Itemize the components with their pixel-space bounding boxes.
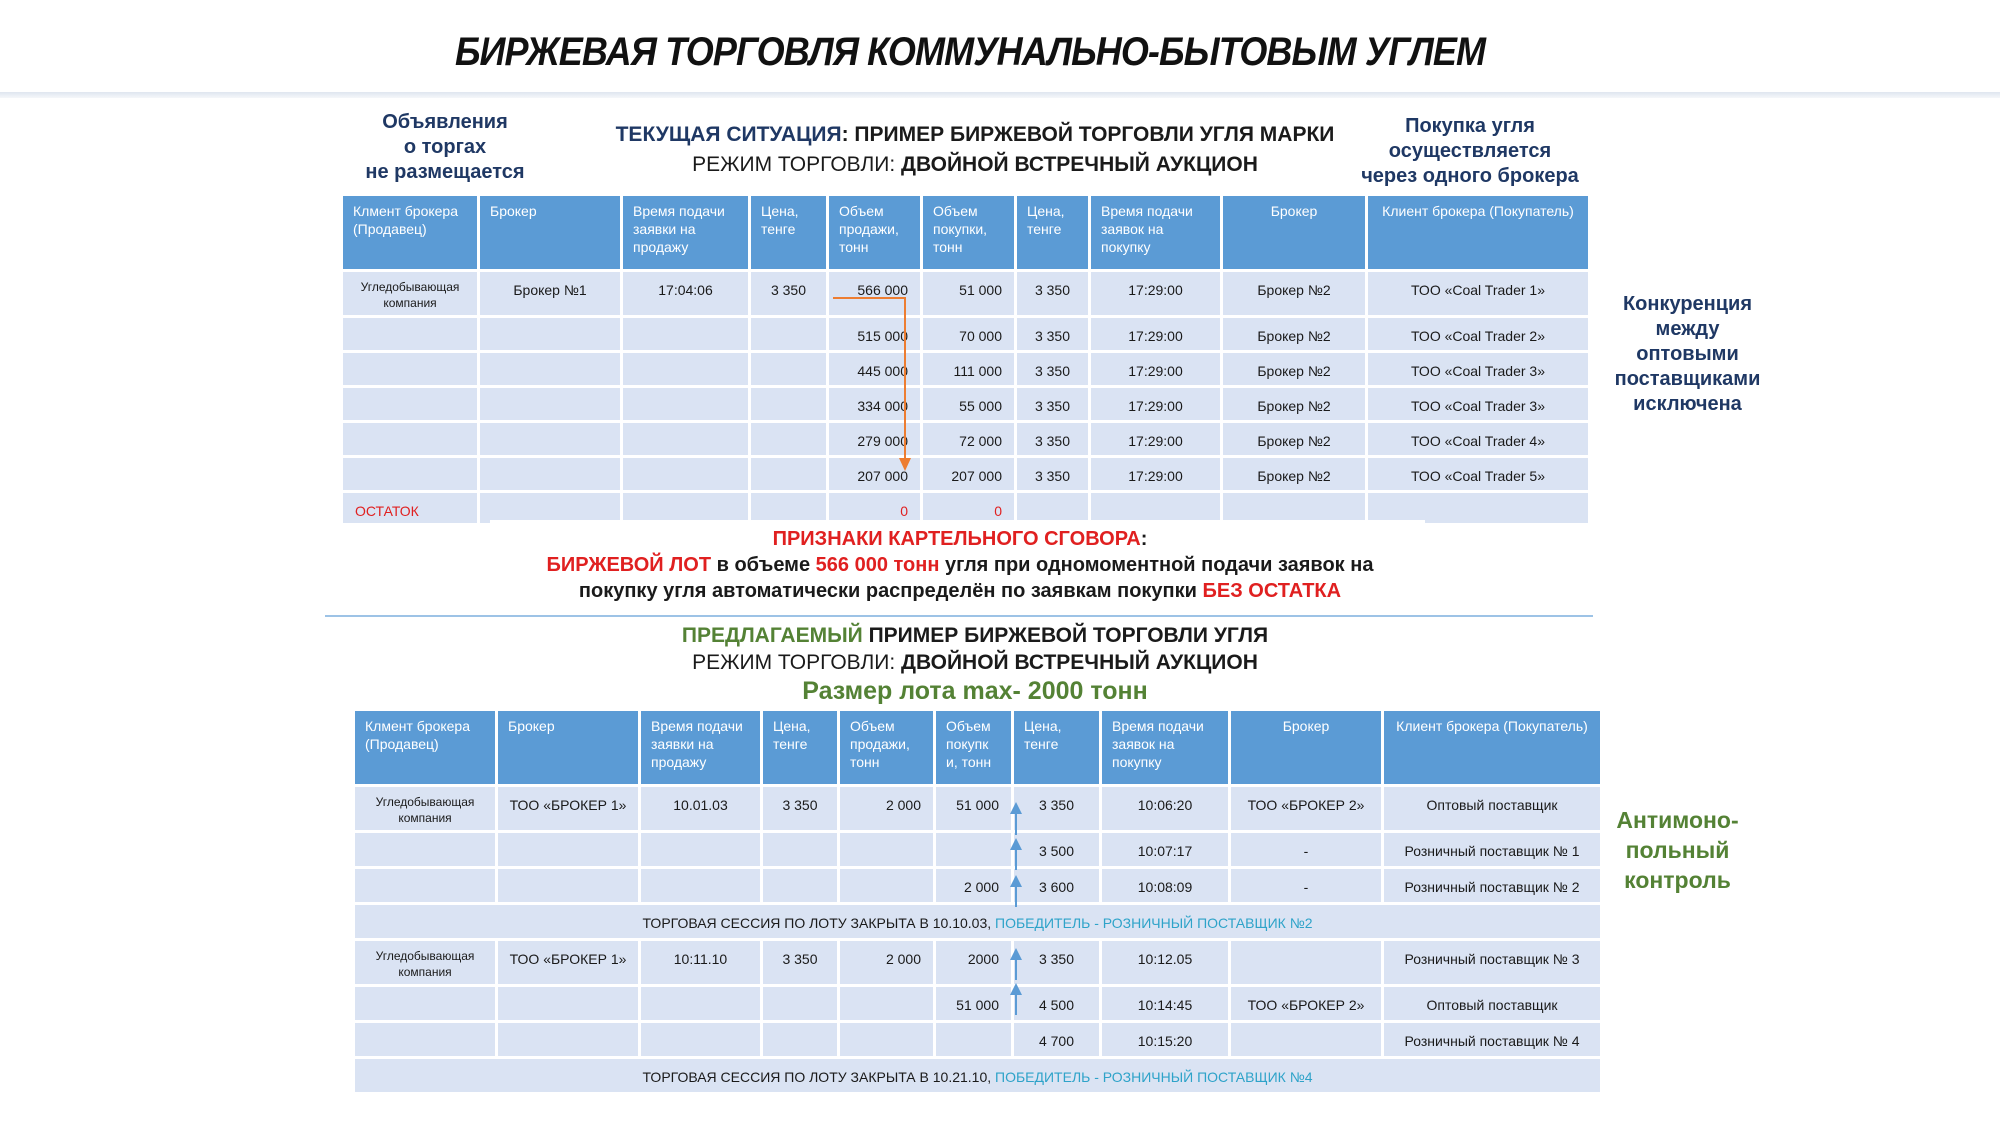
proposed-trading-table: [352, 708, 1603, 1095]
table-cell: 3 350: [1016, 271, 1090, 317]
table-cell: 4 500: [1013, 986, 1101, 1022]
table-cell: Угледобывающая компания: [354, 786, 497, 832]
cartel-signs: ПРИЗНАКИ КАРТЕЛЬНОГО СГОВОРА: БИРЖЕВОЙ ЛОТ в объеме 566 000 тонн угля при одномоментной подачи заявок на покупку угля автоматически распределён по заявкам покупки БЕЗ ОСТАТКА: [546, 528, 1374, 602]
table-cell: 17:29:00: [1090, 457, 1222, 492]
table-cell: [839, 868, 935, 904]
table-row: [354, 940, 1602, 986]
table-cell: 10:08:09: [1101, 868, 1230, 904]
note-competition-excluded: Конкуренция между оптовыми поставщиками исключена: [1614, 293, 1761, 415]
table-cell: ТОО «Coal Trader 4»: [1367, 422, 1590, 457]
header-cell: Время подачи заявки на продажу: [622, 195, 750, 271]
table-cell: [497, 832, 640, 868]
table-cell: [1230, 1022, 1383, 1058]
table-cell: [497, 1022, 640, 1058]
table-cell: 70 000: [922, 317, 1016, 352]
table-cell: [762, 832, 839, 868]
header-cell: Цена, тенге: [1016, 195, 1090, 271]
header-cell: Объем продажи, тонн: [839, 710, 935, 786]
table-cell: 2 000: [935, 868, 1013, 904]
table-cell: ТОО «БРОКЕР 2»: [1230, 986, 1383, 1022]
table-cell: -: [1230, 868, 1383, 904]
table-cell: [839, 1022, 935, 1058]
table-cell: 17:29:00: [1090, 317, 1222, 352]
table-cell: 111 000: [922, 352, 1016, 387]
table-cell: [342, 422, 479, 457]
table-cell: [622, 317, 750, 352]
table-cell: 566 000: [828, 271, 922, 317]
table-cell: 279 000: [828, 422, 922, 457]
table-cell: 4 700: [1013, 1022, 1101, 1058]
table-cell: [1230, 940, 1383, 986]
table-cell: 334 000: [828, 387, 922, 422]
table-row: [354, 786, 1602, 832]
header-cell: Брокер: [479, 195, 622, 271]
table-cell: 3 350: [1016, 317, 1090, 352]
table-cell: [750, 387, 828, 422]
table-cell: ТОО «БРОКЕР 1»: [497, 940, 640, 986]
header-cell: Брокер: [1222, 195, 1367, 271]
header-cell: Цена, тенге: [762, 710, 839, 786]
title-underline: [0, 92, 2000, 98]
table-cell: 2 000: [839, 940, 935, 986]
table-cell: 207 000: [828, 457, 922, 492]
table-cell: 17:29:00: [1090, 422, 1222, 457]
table-cell: ТОО «Coal Trader 1»: [1367, 271, 1590, 317]
table-cell: ТОО «Coal Trader 5»: [1367, 457, 1590, 492]
header-cell: Клиент брокера (Покупатель): [1367, 195, 1590, 271]
current-trading-table: [340, 193, 1591, 526]
table-cell: Брокер №1: [479, 271, 622, 317]
table-cell: [762, 1022, 839, 1058]
table-cell: Розничный поставщик № 1: [1383, 832, 1602, 868]
table-cell: 10:06:20: [1101, 786, 1230, 832]
section-divider: [325, 615, 1593, 617]
price-step-arrows: [1005, 800, 1027, 1080]
remainder-label: ОСТАТОК: [342, 492, 479, 525]
table-cell: 10:15:20: [1101, 1022, 1230, 1058]
table-header-row: [342, 195, 1590, 271]
table-cell: [622, 457, 750, 492]
header-cell: Объем покупк и, тонн: [935, 710, 1013, 786]
winner-label: ПОБЕДИТЕЛЬ - РОЗНИЧНЫЙ ПОСТАВЩИК №4: [995, 1069, 1313, 1085]
table-cell: Брокер №2: [1222, 352, 1367, 387]
table-cell: 55 000: [922, 387, 1016, 422]
table-cell: ТОО «Coal Trader 2»: [1367, 317, 1590, 352]
table-cell: 2000: [935, 940, 1013, 986]
allocation-arrow: [825, 290, 925, 480]
table-cell: [354, 986, 497, 1022]
table-row: [354, 986, 1602, 1022]
table-cell: [839, 986, 935, 1022]
up-arrow-icon: [1010, 983, 1022, 1015]
table-cell: [479, 422, 622, 457]
table-cell: 17:04:06: [622, 271, 750, 317]
lot-size: Размер лота max- 2000 тонн: [802, 677, 1148, 705]
table-cell: ТОО «Coal Trader 3»: [1367, 352, 1590, 387]
table-cell: [342, 317, 479, 352]
table-cell: 3 350: [1013, 940, 1101, 986]
table-cell: 3 350: [750, 271, 828, 317]
table-cell: ТОО «БРОКЕР 1»: [497, 786, 640, 832]
winner-label: ПОБЕДИТЕЛЬ - РОЗНИЧНЫЙ ПОСТАВЩИК №2: [995, 915, 1313, 931]
table-cell: 3 600: [1013, 868, 1101, 904]
header-cell: Время подачи заявок на покупку: [1090, 195, 1222, 271]
header-cell: Клиент брокера (Покупатель): [1383, 710, 1602, 786]
table-cell: Брокер №2: [1222, 457, 1367, 492]
table-cell: [342, 352, 479, 387]
proposed-heading: ПРЕДЛАГАЕМЫЙ ПРИМЕР БИРЖЕВОЙ ТОРГОВЛИ УГЛЯ РЕЖИМ ТОРГОВЛИ: ДВОЙНОЙ ВСТРЕЧНЫЙ АУКЦИОН Размер лота max- 2000 тонн: [681, 624, 1269, 705]
table-cell: 17:29:00: [1090, 352, 1222, 387]
table-cell: 2 000: [839, 786, 935, 832]
table-cell: [354, 832, 497, 868]
table-cell: 17:29:00: [1090, 271, 1222, 317]
header-cell: Брокер: [1230, 710, 1383, 786]
table-cell: Угледобывающая компания: [342, 271, 479, 317]
table-cell: [839, 832, 935, 868]
up-arrow-icon: [1010, 838, 1022, 870]
table-cell: 3 350: [762, 786, 839, 832]
header-cell: Время подачи заявки на продажу: [640, 710, 762, 786]
table-cell: Розничный поставщик № 2: [1383, 868, 1602, 904]
table-cell: ТОО «Coal Trader 3»: [1367, 387, 1590, 422]
table-cell: 3 500: [1013, 832, 1101, 868]
header-cell: Объем покупки, тонн: [922, 195, 1016, 271]
table-cell: -: [1230, 832, 1383, 868]
header-cell: Клмент брокера (Продавец): [342, 195, 479, 271]
table-cell: 515 000: [828, 317, 922, 352]
table-cell: [750, 422, 828, 457]
note-no-announcement: Объявления о торгах не размещается: [365, 111, 525, 183]
table-row: [354, 832, 1602, 868]
up-arrow-icon: [1010, 802, 1022, 835]
table-row: [354, 1022, 1602, 1058]
table-cell: [479, 387, 622, 422]
table-cell: 445 000: [828, 352, 922, 387]
table-row: [354, 868, 1602, 904]
table-cell: [497, 986, 640, 1022]
note-antimonopoly-control: Антимоно- польный контроль: [1616, 807, 1739, 893]
table-cell: Брокер №2: [1222, 271, 1367, 317]
table-cell: [640, 868, 762, 904]
table-row: [342, 422, 1590, 457]
table-cell: Розничный поставщик № 4: [1383, 1022, 1602, 1058]
table-row: [342, 457, 1590, 492]
table-cell: 3 350: [1013, 786, 1101, 832]
table-cell: [354, 1022, 497, 1058]
table-cell: [622, 352, 750, 387]
table-cell: 3 350: [1016, 457, 1090, 492]
page-title: БИРЖЕВАЯ ТОРГОВЛЯ КОММУНАЛЬНО-БЫТОВЫМ УГЛЕМ: [454, 30, 1486, 74]
table-cell: [640, 832, 762, 868]
table-cell: [622, 422, 750, 457]
table-row: [342, 352, 1590, 387]
table-cell: Оптовый поставщик: [1383, 986, 1602, 1022]
table-cell: Розничный поставщик № 3: [1383, 940, 1602, 986]
session-result-row: ТОРГОВАЯ СЕССИЯ ПО ЛОТУ ЗАКРЫТА В 10.10.03, ПОБЕДИТЕЛЬ - РОЗНИЧНЫЙ ПОСТАВЩИК №2: [354, 904, 1602, 940]
table-cell: 3 350: [1016, 422, 1090, 457]
session-result-row: ТОРГОВАЯ СЕССИЯ ПО ЛОТУ ЗАКРЫТА В 10.21.10, ПОБЕДИТЕЛЬ - РОЗНИЧНЫЙ ПОСТАВЩИК №4: [354, 1058, 1602, 1094]
table-cell: 10:14:45: [1101, 986, 1230, 1022]
table-row: [342, 387, 1590, 422]
table-cell: 3 350: [762, 940, 839, 986]
table-cell: [640, 1022, 762, 1058]
header-cell: Цена, тенге: [1013, 710, 1101, 786]
table-cell: ТОО «БРОКЕР 2»: [1230, 786, 1383, 832]
table-cell: 207 000: [922, 457, 1016, 492]
header-cell: Клмент брокера (Продавец): [354, 710, 497, 786]
current-heading: ТЕКУЩАЯ СИТУАЦИЯ: ПРИМЕР БИРЖЕВОЙ ТОРГОВЛИ УГЛЯ МАРКИ РЕЖИМ ТОРГОВЛИ: ДВОЙНОЙ ВСТРЕЧНЫЙ АУКЦИОН: [615, 123, 1335, 176]
table-cell: 51 000: [935, 986, 1013, 1022]
table-cell: [479, 352, 622, 387]
header-cell: Цена, тенге: [750, 195, 828, 271]
table-cell: 10.01.03: [640, 786, 762, 832]
table-cell: [762, 868, 839, 904]
table-cell: Брокер №2: [1222, 317, 1367, 352]
table-cell: 10:07:17: [1101, 832, 1230, 868]
header-cell: Объем продажи, тонн: [828, 195, 922, 271]
up-arrow-icon: [1010, 875, 1022, 907]
table-cell: [935, 1022, 1013, 1058]
table-cell: [750, 352, 828, 387]
table-cell: 51 000: [922, 271, 1016, 317]
header-cell: Время подачи заявок на покупку: [1101, 710, 1230, 786]
table-cell: [354, 868, 497, 904]
table-cell: [342, 457, 479, 492]
table-cell: 3 350: [1016, 352, 1090, 387]
table-cell: [750, 317, 828, 352]
remainder-buy: 0: [922, 492, 1016, 525]
table-cell: Угледобывающая компания: [354, 940, 497, 986]
note-one-broker: Покупка угля осуществляется через одного брокера: [1361, 115, 1579, 187]
table-cell: Оптовый поставщик: [1383, 786, 1602, 832]
table-cell: 3 350: [1016, 387, 1090, 422]
table-cell: [935, 832, 1013, 868]
table-cell: 72 000: [922, 422, 1016, 457]
table-cell: [342, 387, 479, 422]
table-cell: 51 000: [935, 786, 1013, 832]
table-cell: 17:29:00: [1090, 387, 1222, 422]
table-cell: Брокер №2: [1222, 422, 1367, 457]
table-header-row: [354, 710, 1602, 786]
table-cell: 10:12.05: [1101, 940, 1230, 986]
table-row: [342, 317, 1590, 352]
up-arrow-icon: [1010, 948, 1022, 980]
table-cell: [622, 387, 750, 422]
table-cell: [479, 457, 622, 492]
remainder-sale: 0: [828, 492, 922, 525]
table-cell: [750, 457, 828, 492]
table-cell: [762, 986, 839, 1022]
table-cell: 10:11.10: [640, 940, 762, 986]
header-cell: Брокер: [497, 710, 640, 786]
table-cell: Брокер №2: [1222, 387, 1367, 422]
table-cell: [497, 868, 640, 904]
table-cell: [479, 317, 622, 352]
table-row: [342, 271, 1590, 317]
table-cell: [640, 986, 762, 1022]
